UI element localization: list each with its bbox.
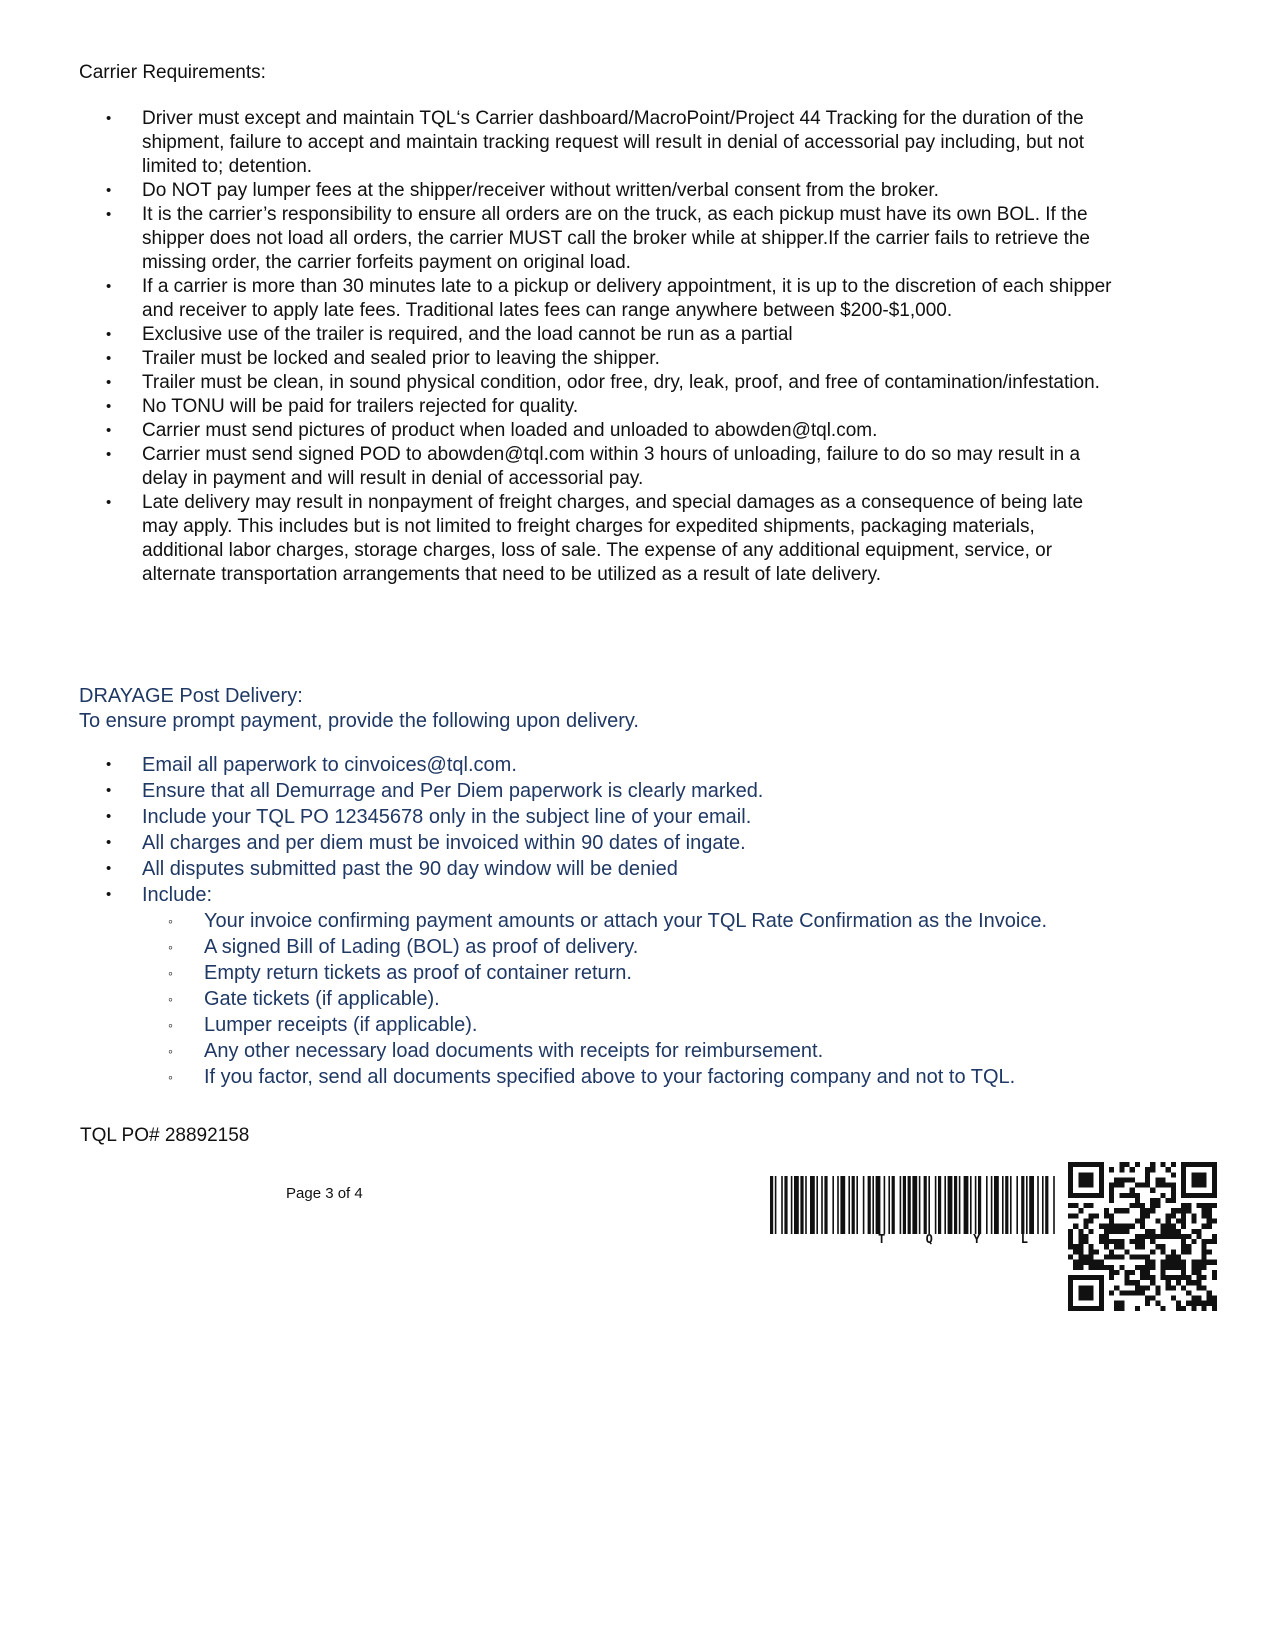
list-item-include xyxy=(0,882,1120,1090)
po-number: TQL PO# 28892158 xyxy=(80,1125,250,1146)
qr-code-image xyxy=(1068,1162,1217,1311)
list-item: • Do NOT pay lumper fees at the shipper/receiver without written/verbal consent from the broker. xyxy=(0,179,1120,203)
drayage-title: DRAYAGE Post Delivery: xyxy=(79,685,303,707)
list-item: • No TONU will be paid for trailers rejected for quality. xyxy=(0,395,1120,419)
include-sublist xyxy=(0,908,1120,1090)
list-item: • Ensure that all Demurrage and Per Diem paperwork is clearly marked. xyxy=(0,778,1120,804)
page-number: Page 3 of 4 xyxy=(286,1185,363,1202)
barcode-char: L xyxy=(1020,1232,1028,1246)
list-item: • Include your TQL PO 12345678 only in the subject line of your email. xyxy=(0,804,1120,830)
list-item: • Email all paperwork to cinvoices@tql.com. xyxy=(0,752,1120,778)
sublist-item: ◦ A signed Bill of Lading (BOL) as proof of delivery. xyxy=(0,934,1120,960)
list-item: • Trailer must be locked and sealed prior to leaving the shipper. xyxy=(0,347,1120,371)
list-item: • Exclusive use of the trailer is required, and the load cannot be run as a partial xyxy=(0,323,1120,347)
list-item: • Driver must except and maintain TQL‘s Carrier dashboard/MacroPoint/Project 44 Tracking for the duration of the shipment, failure to accept and maintain tracking request will result in denial of accessorial pay including, but not limited to; detention. xyxy=(0,107,1120,179)
list-item: • Trailer must be clean, in sound physical condition, odor free, dry, leak, proof, and free of contamination/infestation. xyxy=(0,371,1120,395)
include-label: Include: xyxy=(142,884,213,906)
list-item: • Late delivery may result in nonpayment of freight charges, and special damages as a consequence of being late may apply. This includes but is not limited to freight charges for expedited shipments, packaging materials, additional labor charges, storage charges, loss of sale. The expense of any additional equipment, service, or alternate transportation arrangements that need to be utilized as a result of late delivery. xyxy=(0,491,1120,587)
carrier-requirements-heading: Carrier Requirements: xyxy=(79,62,266,83)
barcode-text xyxy=(878,1232,1028,1246)
sublist-item: ◦ If you factor, send all documents specified above to your factoring company and not to TQL. xyxy=(0,1064,1120,1090)
sublist-item: ◦ Empty return tickets as proof of container return. xyxy=(0,960,1120,986)
list-item: • Carrier must send signed POD to abowden@tql.com within 3 hours of unloading, failure to do so may result in a delay in payment and will result in denial of accessorial pay. xyxy=(0,443,1120,491)
sublist-item: ◦ Any other necessary load documents with receipts for reimbursement. xyxy=(0,1038,1120,1064)
list-item: • All charges and per diem must be invoiced within 90 dates of ingate. xyxy=(0,830,1120,856)
sublist-item: ◦ Your invoice confirming payment amounts or attach your TQL Rate Confirmation as the Invoice. xyxy=(0,908,1120,934)
carrier-requirements-list xyxy=(0,107,1120,587)
drayage-list xyxy=(0,752,1120,1090)
list-item: • All disputes submitted past the 90 day window will be denied xyxy=(0,856,1120,882)
list-item: • Carrier must send pictures of product when loaded and unloaded to abowden@tql.com. xyxy=(0,419,1120,443)
barcode-char: Y xyxy=(973,1232,981,1246)
sublist-item: ◦ Gate tickets (if applicable). xyxy=(0,986,1120,1012)
drayage-subtitle: To ensure prompt payment, provide the following upon delivery. xyxy=(79,710,639,732)
barcode-char: T xyxy=(878,1232,886,1246)
sublist-item: ◦ Lumper receipts (if applicable). xyxy=(0,1012,1120,1038)
barcode-char: Q xyxy=(925,1232,933,1246)
list-item: • It is the carrier’s responsibility to ensure all orders are on the truck, as each pickup must have its own BOL. If the shipper does not load all orders, the carrier MUST call the broker while at shipper.If the carrier fails to retrieve the missing order, the carrier forfeits payment on original load. xyxy=(0,203,1120,275)
list-item: • If a carrier is more than 30 minutes late to a pickup or delivery appointment, it is up to the discretion of each shipper and receiver to apply late fees. Traditional lates fees can range anywhere between $200-$1,000. xyxy=(0,275,1120,323)
barcode-image xyxy=(770,1176,1056,1234)
